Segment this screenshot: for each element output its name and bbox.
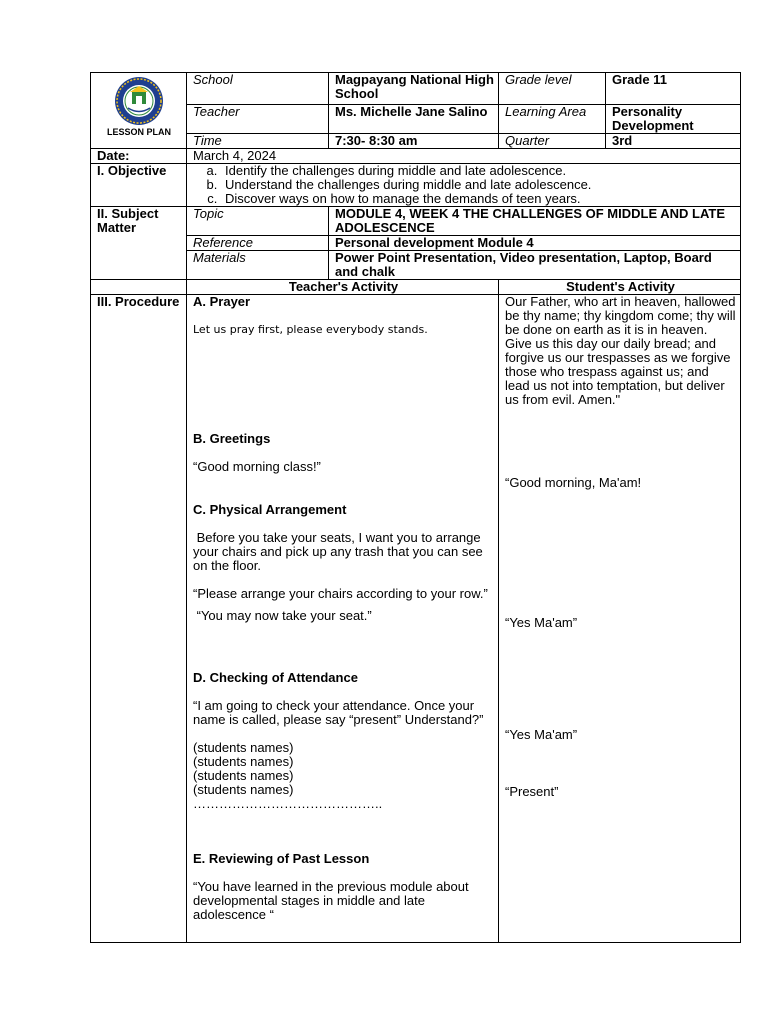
objective-item: a. Identify the challenges during middle and late adolescence.: [221, 164, 736, 178]
greetings-student-text: “Good morning, Ma'am!: [505, 475, 642, 490]
materials-label: Materials: [187, 251, 329, 280]
arrangement-student-text: “Yes Ma'am”: [505, 615, 578, 630]
materials-value: Power Point Presentation, Video presentation, Laptop, Board and chalk: [329, 251, 741, 280]
student-activity-cell: [499, 295, 741, 943]
header-spacer: [91, 280, 187, 295]
quarter-value: 3rd: [606, 134, 741, 149]
greetings-title: B. Greetings: [193, 431, 271, 446]
review-teacher-text: “You have learned in the previous module about developmental stages in middle and late adolescence “: [193, 879, 469, 922]
objective-item: c. Discover ways on how to manage the demands of teen years.: [221, 192, 736, 206]
quarter-label: Quarter: [499, 134, 606, 149]
arrangement-teacher-text-3: “You may now take your seat.”: [193, 608, 372, 623]
attendance-student-text-2: “Present”: [505, 784, 559, 799]
attendance-title: D. Checking of Attendance: [193, 670, 358, 685]
prayer-response-block: [505, 295, 736, 476]
arrangement-title: C. Physical Arrangement: [193, 502, 347, 517]
attendance-response-block-2: [505, 785, 736, 799]
procedure-label: III. Procedure: [91, 295, 187, 943]
prayer-section: [193, 295, 494, 432]
objective-cell: [187, 164, 741, 207]
teacher-activity-header: Teacher's Activity: [187, 280, 499, 295]
review-section: [193, 852, 494, 922]
student-name: (students names): [193, 782, 294, 797]
objective-item: b. Understand the challenges during middle and late adolescence.: [221, 178, 736, 192]
grade-value: Grade 11: [606, 73, 741, 105]
student-activity-header: Student's Activity: [499, 280, 741, 295]
prayer-title: A. Prayer: [193, 294, 251, 309]
attendance-response-block-1: [505, 728, 736, 785]
attendance-section: [193, 671, 494, 852]
attendance-teacher-text: “I am going to check your attendance. Once your name is called, please say “present” Understand?”: [193, 698, 484, 727]
objective-list: [193, 164, 736, 206]
objective-label: I. Objective: [91, 164, 187, 207]
greetings-teacher-text: “Good morning class!”: [193, 459, 321, 474]
school-logo-cell: [91, 73, 187, 149]
topic-value: MODULE 4, WEEK 4 THE CHALLENGES OF MIDDLE AND LATE ADOLESCENCE: [329, 207, 741, 236]
student-name: (students names): [193, 768, 294, 783]
date-value: March 4, 2024: [187, 149, 741, 164]
time-value: 7:30- 8:30 am: [329, 134, 499, 149]
teacher-value: Ms. Michelle Jane Salino: [329, 105, 499, 134]
arrangement-teacher-text-2: “Please arrange your chairs according to your row.”: [193, 586, 488, 601]
reference-label: Reference: [187, 236, 329, 251]
prayer-instruction: Let us pray first, please everybody stands.: [193, 323, 428, 336]
teacher-activity-cell: [187, 295, 499, 943]
topic-label: Topic: [187, 207, 329, 236]
greetings-response-block: [505, 476, 736, 616]
physical-arrangement-section: [193, 503, 494, 671]
lesson-plan-label: LESSON PLAN: [106, 127, 171, 137]
date-label: Date:: [91, 149, 187, 164]
subject-matter-label: II. Subject Matter: [91, 207, 187, 280]
attendance-student-text-1: “Yes Ma'am”: [505, 727, 578, 742]
learning-area-value: Personality Development: [606, 105, 741, 134]
school-value: Magpayang National High School: [329, 73, 499, 105]
lesson-plan-table: [90, 72, 741, 943]
teacher-label: Teacher: [187, 105, 329, 134]
time-label: Time: [187, 134, 329, 149]
student-name: (students names): [193, 754, 294, 769]
review-title: E. Reviewing of Past Lesson: [193, 851, 370, 866]
student-name: (students names): [193, 740, 294, 755]
grade-label: Grade level: [499, 73, 606, 105]
school-label: School: [187, 73, 329, 105]
school-seal-icon: [110, 75, 168, 127]
attendance-dots: ……………………………………..: [193, 796, 383, 811]
greetings-section: [193, 432, 494, 503]
learning-area-label: Learning Area: [499, 105, 606, 134]
arrangement-response-block: [505, 616, 736, 728]
prayer-student-text: Our Father, who art in heaven, hallowed be thy name; thy kingdom come; thy will be done on earth as it is in heaven. Give us this day our daily bread; and forgive us our trespasses as we forgive those who trespass against us; and lead us not into temptation, but deliver us from evil. Amen.": [505, 294, 736, 407]
arrangement-teacher-text-1: Before you take your seats, I want you to arrange your chairs and pick up any trash that you can see on the floor.: [193, 530, 487, 573]
reference-value: Personal development Module 4: [329, 236, 741, 251]
